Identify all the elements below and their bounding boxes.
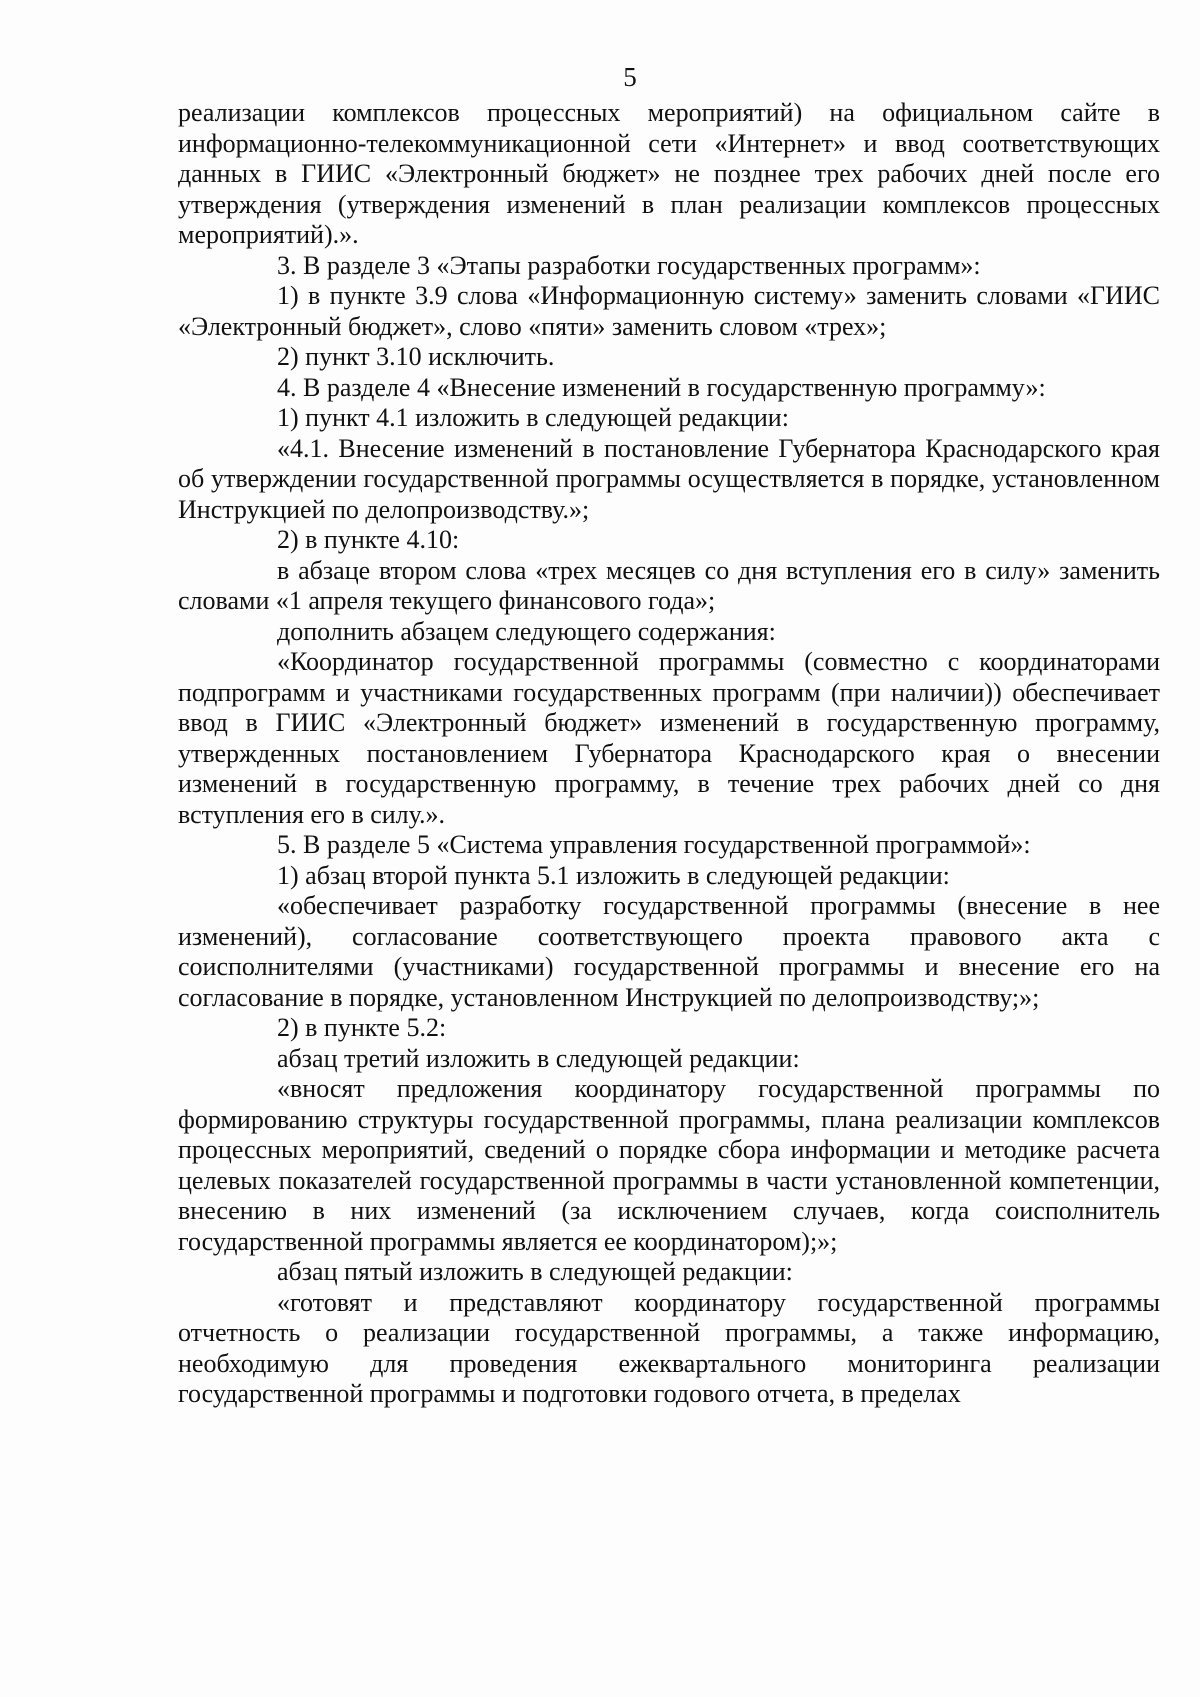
paragraph: «Координатор государственной программы (совместно с координаторами подпрограмм и участниками государственных программ (при наличии)) обеспечивает ввод в ГИИС «Электронный бюджет» изменений в государственную программу, утвержденных постановлением Губернатора Краснодарского края о внесении изменений в государственную программу, в течение трех рабочих дней со дня вступления его в силу.».: [178, 647, 1160, 829]
paragraph: «готовят и представляют координатору государственной программы отчетность о реализации государственной программы, а также информацию, необходимую для проведения ежеквартального мониторинга реализации государственной программы и подготовки годового отчета, в пределах: [178, 1287, 1160, 1408]
paragraph: 1) пункт 4.1 изложить в следующей редакции:: [277, 403, 789, 432]
page-number: 5: [623, 62, 637, 92]
paragraph: абзац третий изложить в следующей редакции:: [277, 1043, 800, 1073]
paragraph: 1) абзац второй пункта 5.1 изложить в следующей редакции:: [277, 860, 950, 890]
paragraph: 5. В разделе 5 «Система управления государственной программой»:: [277, 830, 1031, 859]
paragraph: реализации комплексов процессных мероприятий) на официальном сайте в информационно-телекоммуникационной сети «Интернет» и ввод соответствующих данных в ГИИС «Электронный бюджет» не позднее трех рабочих дней после его утверждения (утверждения изменений в план реализации комплексов процессных мероприятий).».: [178, 98, 1160, 249]
paragraph: 4. В разделе 4 «Внесение изменений в государственную программу»:: [277, 372, 1046, 402]
paragraph: «вносят предложения координатору государственной программы по формированию структуры государственной программы, плана реализации комплексов процессных мероприятий, сведений о порядке сбора информации и методике расчета целевых показателей государственной программы в части установленной компетенции, внесению в них изменений (за исключением случаев, когда соисполнитель государственной программы является ее координатором);»;: [178, 1074, 1160, 1256]
paragraph: 3. В разделе 3 «Этапы разработки государственных программ»:: [277, 250, 981, 280]
paragraph: 2) в пункте 4.10:: [277, 525, 460, 554]
paragraph: в абзаце втором слова «трех месяцев со дня вступления его в силу» заменить словами «1 апреля текущего финансового года»;: [178, 555, 1160, 615]
paragraph: дополнить абзацем следующего содержания:: [277, 616, 776, 646]
paragraph: 1) в пункте 3.9 слова «Информационную систему» заменить словами «ГИИС «Электронный бюджет», слово «пяти» заменить словом «трех»;: [178, 281, 1160, 341]
paragraph: 2) в пункте 5.2:: [277, 1013, 447, 1042]
paragraph: «обеспечивает разработку государственной программы (внесение в нее изменений), согласование соответствующего проекта правового акта с соисполнителями (участниками) государственной программы и внесение его на согласование в порядке, установленном Инструкцией по делопроизводству;»;: [178, 891, 1160, 1012]
paragraph: 2) пункт 3.10 исключить.: [277, 342, 555, 371]
paragraph: абзац пятый изложить в следующей редакции:: [277, 1257, 793, 1286]
document-body: [178, 98, 1160, 1410]
paragraph: «4.1. Внесение изменений в постановление Губернатора Краснодарского края об утверждении государственной программы осуществляется в порядке, установленном Инструкцией по делопроизводству.»;: [178, 433, 1160, 524]
